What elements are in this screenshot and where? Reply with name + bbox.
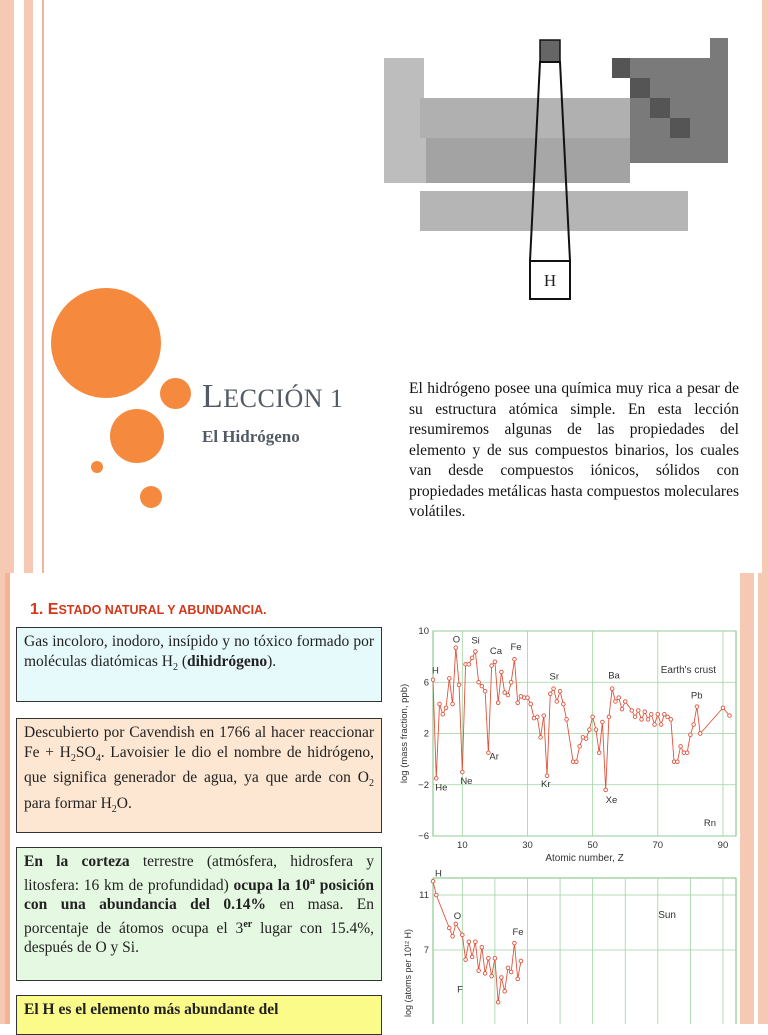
chart1-point bbox=[679, 745, 683, 749]
chart1-element-label: H bbox=[432, 665, 439, 677]
chart1-xtick-label: 70 bbox=[652, 840, 664, 851]
slide-2 bbox=[0, 573, 768, 1024]
sun-chart bbox=[403, 868, 736, 1024]
chart1-element-label: Sr bbox=[549, 671, 560, 683]
left-accent-stripe-thin bbox=[24, 0, 33, 573]
chart1-ytick-label: 6 bbox=[423, 677, 429, 689]
chart1-point bbox=[663, 712, 667, 716]
chart2-point bbox=[480, 945, 484, 949]
chart1-point bbox=[467, 663, 471, 667]
chart1-element-label: Ca bbox=[489, 645, 503, 657]
chart1-point bbox=[669, 718, 673, 722]
chart1-element-label: Kr bbox=[541, 778, 551, 790]
chart1-point bbox=[516, 701, 520, 705]
chart1-point bbox=[451, 702, 455, 706]
chart2-ytick-label: 11 bbox=[419, 890, 429, 901]
chart1-point bbox=[461, 770, 465, 774]
earth-crust-chart bbox=[399, 626, 736, 864]
chart1-point bbox=[620, 707, 624, 711]
chart2-point bbox=[447, 926, 451, 930]
chart1-point bbox=[444, 706, 448, 710]
hydrogen-box-label: H bbox=[543, 271, 557, 290]
chart1-point bbox=[728, 714, 732, 718]
chart1-point bbox=[558, 689, 562, 693]
chart2-point bbox=[509, 970, 513, 974]
chart1-element-label: Fe bbox=[510, 642, 522, 654]
chart1-point bbox=[649, 712, 653, 716]
chart1-point bbox=[526, 696, 530, 700]
chart1-point bbox=[447, 677, 451, 681]
right-accent-stripe bbox=[758, 573, 768, 1024]
chart1-ytick-label: 10 bbox=[418, 626, 429, 637]
chart1-point bbox=[630, 709, 634, 713]
chart2-point bbox=[490, 974, 494, 978]
chart1-point bbox=[565, 718, 569, 722]
chart1-point bbox=[666, 715, 670, 719]
chart1-point bbox=[477, 680, 481, 684]
chart1-point bbox=[656, 712, 660, 716]
chart2-point bbox=[493, 956, 497, 960]
chart2-point bbox=[477, 969, 481, 973]
chart1-point bbox=[496, 701, 500, 705]
chart1-point bbox=[698, 732, 702, 736]
chart1-point bbox=[513, 657, 517, 661]
chart2-point bbox=[461, 933, 465, 937]
chart1-point bbox=[562, 702, 566, 706]
chart1-point bbox=[610, 687, 614, 691]
chart1-point bbox=[588, 728, 592, 732]
chart1-title: Earth's crust bbox=[660, 665, 716, 676]
chart2-title: Sun bbox=[658, 910, 676, 921]
chart1-point bbox=[659, 723, 663, 727]
chart2-point bbox=[431, 879, 435, 883]
chart1-element-label: He bbox=[435, 782, 448, 794]
chart1-point bbox=[597, 751, 601, 755]
chart1-point bbox=[441, 712, 445, 716]
chart1-point bbox=[689, 733, 693, 737]
chart1-point bbox=[539, 736, 543, 740]
chart2-ylabel: log (atoms per 10¹² H) bbox=[403, 928, 413, 1018]
chart1-point bbox=[548, 692, 552, 696]
chart2-element-label: O bbox=[453, 910, 462, 922]
chart1-ytick-label: −6 bbox=[418, 831, 429, 842]
chart1-point bbox=[721, 706, 725, 710]
chart2-point bbox=[467, 940, 471, 944]
chart1-point bbox=[584, 737, 588, 741]
info-box-properties: Gas incoloro, inodoro, insípido y no tóxico formado por moléculas diatómicas $H_2$ (dihidrógeno). bbox=[16, 627, 382, 702]
chart1-point bbox=[692, 723, 696, 727]
chart2-point bbox=[519, 959, 523, 963]
chart2-point bbox=[483, 972, 487, 976]
chart2-point bbox=[513, 941, 517, 945]
chart2-ytick-label: 7 bbox=[423, 945, 429, 956]
chart1-element-label: Ba bbox=[608, 670, 620, 682]
decorative-circle-large bbox=[51, 288, 161, 398]
chart1-point bbox=[474, 650, 478, 654]
chart1-point bbox=[431, 678, 435, 682]
chart1-point bbox=[578, 745, 582, 749]
chart1-point bbox=[594, 728, 598, 732]
chart1-xtick-label: 90 bbox=[717, 840, 729, 851]
chart1-point bbox=[470, 656, 474, 660]
chart2-point bbox=[487, 956, 491, 960]
lesson-subtitle: El Hidrógeno bbox=[202, 427, 300, 446]
chart1-point bbox=[503, 691, 507, 695]
chart1-point bbox=[454, 646, 458, 650]
chart2-point bbox=[454, 922, 458, 926]
chart1-point bbox=[545, 774, 549, 778]
chart1-point bbox=[575, 760, 579, 764]
chart1-xlabel: Atomic number, Z bbox=[545, 853, 624, 864]
decorative-circle-small-2 bbox=[140, 486, 162, 508]
info-box-crust-abundance: En la corteza terrestre (atmósfera, hidrosfera y litosfera: 16 km de profundidad) ocupa la 10$^a$ posición con una abundancia del 0.14% en masa. En porcentaje de átomos ocupa el 3er lugar con 15.4%, después de O y Si. bbox=[16, 847, 382, 981]
chart1-point bbox=[636, 709, 640, 713]
left-accent-line bbox=[5, 573, 10, 1024]
chart1-point bbox=[676, 760, 680, 764]
periodic-table-graphic bbox=[380, 36, 730, 301]
chart1-element-label: Si bbox=[471, 635, 480, 647]
chart1-point bbox=[614, 700, 618, 704]
chart2-point bbox=[500, 976, 504, 980]
chart1-point bbox=[480, 684, 484, 688]
chart1-point bbox=[493, 660, 497, 664]
chart2-point bbox=[434, 893, 438, 897]
chart1-point bbox=[542, 714, 546, 718]
chart2-point bbox=[470, 955, 474, 959]
chart1-point bbox=[591, 715, 595, 719]
chart1-point bbox=[685, 751, 689, 755]
abundance-charts bbox=[393, 623, 745, 1024]
chart2-point bbox=[506, 966, 510, 970]
chart1-xtick-label: 10 bbox=[457, 840, 468, 851]
chart1-point bbox=[506, 693, 510, 697]
chart1-point bbox=[529, 702, 533, 706]
chart2-point bbox=[474, 940, 478, 944]
chart1-element-label: Pb bbox=[690, 690, 703, 702]
chart1-element-label: Ar bbox=[489, 751, 499, 763]
chart1-point bbox=[509, 680, 513, 684]
left-accent-stripe bbox=[0, 0, 14, 573]
info-box-discovery: Descubierto por Cavendish en 1766 al hacer reaccionar $Fe + H_2SO_4$. Lavoisier le dio el nombre de hidrógeno, que significa generador de agua, ya que arde con $O_2$ para formar $H_2O$. bbox=[16, 718, 382, 833]
left-accent-line bbox=[42, 0, 44, 573]
chart1-point bbox=[695, 705, 699, 709]
chart2-element-label: F bbox=[457, 984, 463, 996]
chart2-point bbox=[496, 1000, 500, 1004]
right-accent-stripe bbox=[762, 0, 768, 573]
decorative-circle-small bbox=[160, 378, 191, 409]
chart1-point bbox=[555, 700, 559, 704]
chart1-point bbox=[633, 715, 637, 719]
chart1-element-label: O bbox=[452, 634, 461, 646]
chart1-point bbox=[535, 715, 539, 719]
chart1-ytick-label: 2 bbox=[423, 728, 429, 740]
chart1-point bbox=[607, 715, 611, 719]
chart1-point bbox=[438, 702, 442, 706]
intro-paragraph: El hidrógeno posee una química muy rica a pesar de su estructura atómica simple. En esta lección resumiremos algunas de las propiedades del elemento y de sus compuestos binarios, los cuales van desde compuestos iónicos, sólidos con propiedades metálicas hasta compuestos moleculares volátiles. bbox=[409, 380, 739, 520]
chart2-point bbox=[451, 934, 455, 938]
chart1-element-label: Xe bbox=[605, 794, 618, 806]
chart1-point bbox=[617, 696, 621, 700]
chart1-point bbox=[434, 777, 438, 781]
lesson-title: LECCIÓN 1 bbox=[202, 378, 344, 415]
chart1-element-label: Ne bbox=[460, 775, 473, 787]
chart2-point bbox=[516, 977, 520, 981]
chart1-point bbox=[623, 700, 627, 704]
decorative-circle-medium bbox=[110, 409, 164, 463]
chart1-point bbox=[457, 683, 461, 687]
chart1-point bbox=[653, 723, 657, 727]
chart2-point bbox=[503, 989, 507, 993]
chart1-point bbox=[646, 718, 650, 722]
chart1-xtick-label: 50 bbox=[587, 840, 598, 851]
chart1-point bbox=[640, 718, 644, 722]
chart2-element-label: H bbox=[435, 868, 442, 880]
chart2-element-label: Fe bbox=[512, 927, 524, 939]
chart2-point bbox=[464, 958, 468, 962]
chart1-point bbox=[552, 687, 556, 691]
chart1-ytick-label: −2 bbox=[418, 779, 429, 791]
chart1-ylabel: log (mass fraction, ppb) bbox=[399, 683, 410, 784]
chart1-point bbox=[490, 664, 494, 668]
chart1-point bbox=[643, 710, 647, 714]
chart1-point bbox=[604, 788, 608, 792]
chart1-point bbox=[500, 670, 504, 674]
chart1-element-label: Rn bbox=[703, 818, 717, 830]
chart1-xtick-label: 30 bbox=[522, 840, 533, 851]
chart1-point bbox=[601, 720, 605, 724]
decorative-circle-tiny bbox=[91, 461, 103, 473]
chart1-point bbox=[483, 689, 487, 693]
section-title: 1. ESTADO NATURAL Y ABUNDANCIA. bbox=[30, 601, 267, 618]
info-box-universe-abundance: El H es el elemento más abundante del bbox=[16, 995, 382, 1035]
